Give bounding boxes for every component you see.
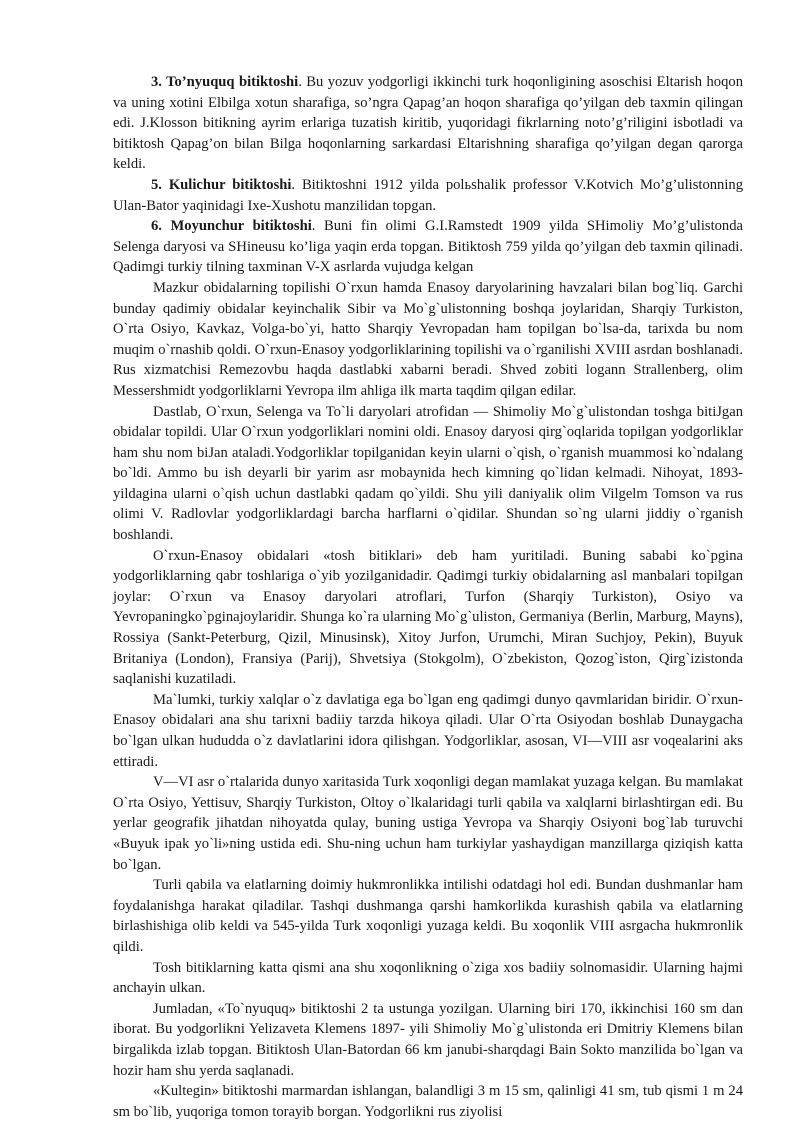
paragraph-turkic-peoples (113, 690, 743, 772)
paragraph-first-finds (113, 402, 743, 546)
paragraph-text: . Bu yozuv yodgorligi ikkinchi turk hoqonligining asoschisi Eltarish hoqon va uning xotini Elbilga xotun sharafiga, so’ngra Qapag’an hoqon sharafiga qo’yilgan deb taxmin qilingan edi. J.Klosson bitikning ayrim erlariga tuzatish kiritib, yuqoridagi fikrlarning noto’g’riligini isbotladi va bitiktosh Qapag’on bilan Bilga hoqonlarning sarkardasi Eltarishning sharafiga qo’yilgan degan qarorga keldi. (113, 74, 743, 173)
paragraph-text: O`rxun-Enasoy obidalari «tosh bitiklari» deb ham yuritiladi. Buning sababi ko`pgina yodgorliklarning qabr toshlariga o`yib yozilganidadir. Qadimgi turkiy obidalarning asl manbalari topilgan joylar: O`rxun va Enasoy daryolari atroflari, Turfon (Sharqiy Turkiston), Osiyo va Yevropaningko`pginajoylaridir. Shunga ko`ra ularning Mo`g`uliston, Germaniya (Berlin, Marburg, Mayns), Rossiya (Sankt-Peterburg, Qizil, Minusinsk), Xitoy Jurfon, Urumchi, Miran Suchjoy, Pekin), Buyuk Britaniya (London), Fransiya (Parij), Shvetsiya (Stokgolm), O`zbekiston, Qozog`iston, Qirg`izistonda saqlanishi kuzatiladi. (113, 547, 743, 688)
paragraph-text: Dastlab, O`rxun, Selenga va To`li daryolari atrofidan — Shimoliy Mo`g`ulistondan toshga bitiJgan obidalar topildi. Ular O`rxun yodgorliklari nomini oldi. Enasoy daryosi qirg`oqlarida topilgan yodgorliklar ham shu nom biJan ataladi.Yodgorliklar topilganidan keyin ularni o`qish, o`rganish muammosi ko`ndalang bo`ldi. Ammo bu ish deyarli bir yarim asr mobaynida hech kimning qo`lidan kelmadi. Nihoyat, 1893-yildagina ularni o`qish uchun dastlabki qadam qo`yildi. Shu yili daniyalik olim Vilgelm Tomson va rus olimi V. Radlovlar yodgorliklardagi barcha harflarni o`qidilar. Shundan so`ng ularni jiddiy o`rganish boshlandi. (113, 403, 743, 544)
paragraph-stone-inscriptions (113, 546, 743, 690)
paragraph-turk-khaganate (113, 772, 743, 875)
paragraph-discovery (113, 278, 743, 402)
paragraph-text: Tosh bitiklarning katta qismi ana shu xoqonlikning o`ziga xos badiiy solnomasidir. Ularning hajmi anchayin ulkan. (113, 959, 743, 997)
paragraph-text: Turli qabila va elatlarning doimiy hukmronlikka intilishi odatdagi hol edi. Bundan dushmanlar ham foydalanishga harakat qiladilar. Tashqi dushmanga qarshi hamkorlikda kurashish qabila va elatlarning birlashishiga olib keldi va 545-yilda Turk xoqonligi yuzaga keldi. Bu xoqonlik VIII asrgacha hukmronlik qildi. (113, 877, 743, 955)
paragraph-text: «Kultegin» bitiktoshi marmardan ishlangan, balandligi 3 m 15 sm, qalinligi 41 sm, tub qismi 1 m 24 sm bo`lib, yuqoriga tomon torayib borgan. Yodgorlikni rus ziyolisi (113, 1083, 743, 1120)
paragraph-tribes (113, 875, 743, 957)
paragraph-text: . Buni fin olimi G.I.Ramstedt 1909 yilda SHimoliy Mo’g’ulistonda Selenga daryosi va SHineusu ko’liga yaqin erda topgan. Bitiktosh 759 yilda qo’yilgan deb taxmin qilinadi. Qadimgi turkiy tilning taxminan V-X asrlarda vujudga kelgan (113, 218, 743, 276)
paragraph-chronicle (113, 958, 743, 999)
paragraph-kulichur (113, 175, 743, 216)
heading-kulichur: 5. Kulichur bitiktoshi (151, 176, 292, 193)
paragraph-text: Mazkur obidalarning topilishi O`rxun hamda Enasoy daryolarining havzalari bilan bog`liq. Garchi bunday qadimiy obidalar keyinchalik Sibir va Mo`g`ulistonning boshqa joylaridan, Sharqiy Turkiston, O`rta Osiyo, Kavkaz, Volga-bo`yi, hatto Sharqiy Yevropadan ham topilgan bo`lsa-da, tarixda bu nom muqim o`rnashib qoldi. O`rxun-Enasoy yodgorliklarining topilishi va o`rganilishi XVIII asrdan boshlanadi. Rus xizmatchisi Remezovbu haqda dastlabki xabarni beradi. Shved zobiti logann Strallenberg, olim Messershmidt yodgorliklarni Yevropa ilm ahliga ilk marta taqdim qilgan edilar. (113, 279, 743, 399)
heading-moyunchur: 6. Moyunchur bitiktoshi (151, 218, 312, 235)
paragraph-text: . Bitiktoshni 1912 yilda polьshalik professor V.Kotvich Mo’g’ulistonning Ulan-Bator yaqinidagi Ixe-Xushotu manzilidan topgan. (113, 176, 743, 214)
paragraph-tonyuquq-columns (113, 999, 743, 1081)
paragraph-tonyuquq (113, 72, 743, 175)
paragraph-moyunchur (113, 216, 743, 278)
paragraph-text: Jumladan, «To`nyuquq» bitiktoshi 2 ta ustunga yozilgan. Ularning biri 170, ikkinchisi 160 sm dan iborat. Bu yodgorlikni Yelizaveta Klemens 1897- yili Shimoliy Mo`g`ulistonda eri Dmitriy Klemens bilan birgalikda izlab topgan. Bitiktosh Ulan-Batordan 66 km janubi-sharqdagi Bain Sokto manzilida bo`lgan va hozir ham shu yerda saqlanadi. (113, 1000, 743, 1079)
heading-tonyuquq: 3. To’nyuquq bitiktoshi (151, 74, 299, 90)
paragraph-text: Ma`lumki, turkiy xalqlar o`z davlatiga ega bo`lgan eng qadimgi dunyo qavmlaridan biridir. O`rxun-Enasoy obidalari ana shu tarixni badiiy tarzda hikoya qiladi. Ular O`rta Osiyodan boshlab Dunaygacha bo`lgan ulkan hududda o`z davlatlarini idora qilishgan. Yodgorliklar, asosan, VI—VIII asr voqealarini aks ettiradi. (113, 691, 743, 770)
paragraph-kultegin (113, 1081, 743, 1122)
paragraph-text: V—VI asr o`rtalarida dunyo xaritasida Turk xoqonligi degan mamlakat yuzaga kelgan. Bu mamlakat O`rta Osiyo, Yettisuv, Sharqiy Turkiston, Oltoy o`lkalaridagi turli qabila va xalqlarni birlashtirgan edi. Bu yerlar geografik jihatdan nihoyatda qulay, buning ustiga Yevropa va Sharqiy Osiyoni bog`lab turuvchi «Buyuk ipak yo`li»ning ustida edi. Shu-ning uchun ham turkiylar yashaydigan manzillarga qiziqish katta bo`lgan. (113, 774, 743, 873)
